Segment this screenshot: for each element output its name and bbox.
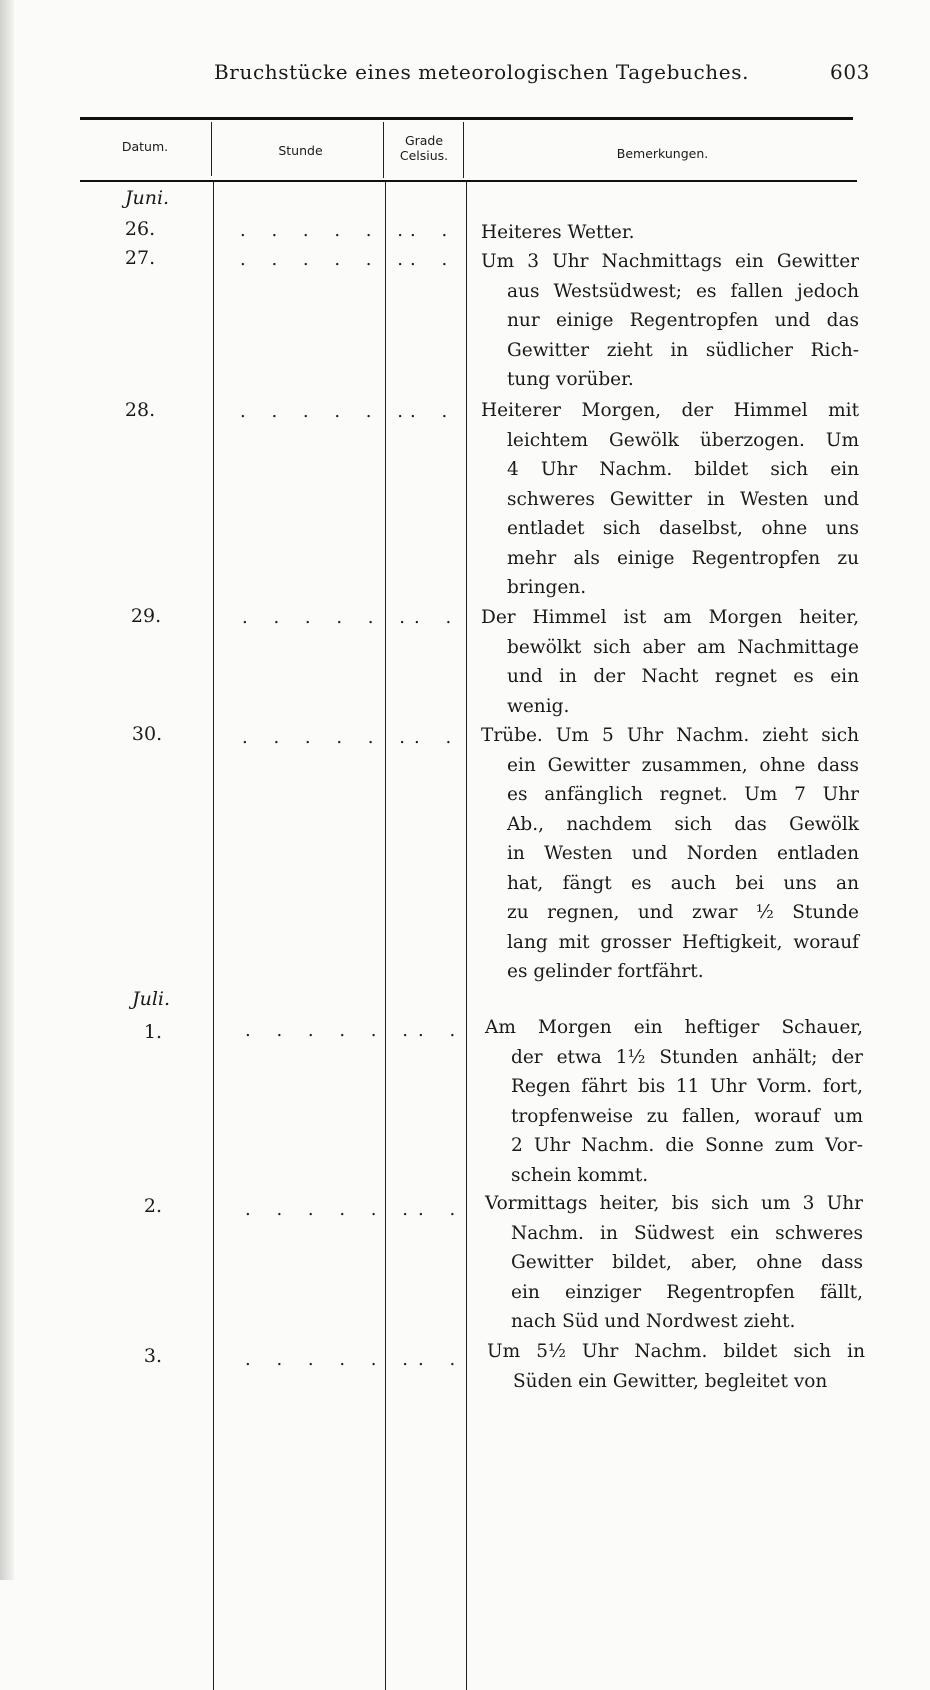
column-header-datum: Datum.	[121, 139, 169, 154]
column-header-grade	[384, 133, 464, 163]
remark-cell	[481, 721, 859, 987]
remark-line: mehr als einige Regentropfen zu	[507, 547, 859, 569]
grade-placeholder: . .	[418, 1020, 466, 1041]
remark-line: Heiteres Wetter.	[481, 222, 635, 243]
running-head	[80, 60, 870, 90]
column-separator-3	[466, 182, 467, 1690]
remark-line: ein einziger Regentropfen fällt,	[511, 1281, 863, 1303]
remark-line: entladet sich daselbst, ohne uns	[507, 518, 859, 539]
remark-line: bringen.	[507, 577, 587, 598]
table-top-rule	[80, 117, 853, 120]
remark-line: es gelinder fortfährt.	[507, 961, 704, 982]
remark-line: Gewitter zieht in südlicher Rich-	[507, 339, 859, 361]
remark-cell	[481, 396, 859, 603]
header-separator-2	[383, 122, 384, 178]
month-label: Juli.	[131, 988, 171, 1010]
hour-placeholder: . . . . . .	[240, 401, 413, 422]
remark-line: schweres Gewitter in Westen und	[507, 488, 859, 510]
table-header-rule	[80, 180, 857, 182]
remark-line: zu regnen, und zwar ½ Stunde	[507, 902, 859, 923]
hour-placeholder: . . . . . .	[242, 727, 415, 748]
page-gutter-shadow	[0, 0, 14, 1580]
remark-line: in Westen und Norden entladen	[507, 843, 859, 864]
remark-line: leichtem Gewölk überzogen. Um	[507, 429, 859, 451]
page-number: 603	[830, 60, 870, 84]
remark-line: Um 3 Uhr Nachmittags ein Gewitter	[481, 251, 859, 272]
hour-placeholder: . . . . . .	[242, 607, 415, 628]
column-header-stunde: Stunde	[278, 143, 323, 158]
month-label: Juni.	[124, 187, 170, 209]
remark-line: Süden ein Gewitter, begleitet von	[513, 1370, 828, 1392]
remark-line: Gewitter bildet, aber, ohne dass	[511, 1252, 863, 1273]
remark-line: tropfenweise zu fallen, worauf um	[511, 1105, 863, 1127]
remark-line: nur einige Regentropfen und das	[507, 310, 859, 331]
remark-line: Der Himmel ist am Morgen heiter,	[481, 607, 859, 628]
remark-line: Heiterer Morgen, der Himmel mit	[481, 400, 859, 421]
remark-line: Regen fährt bis 11 Uhr Vorm. fort,	[511, 1076, 863, 1097]
remark-line: ein Gewitter zusammen, ohne dass	[507, 754, 859, 776]
remark-cell	[485, 1189, 863, 1337]
row-date: 29.	[130, 605, 162, 627]
column-separator-1	[213, 182, 214, 1690]
remark-line: wenig.	[507, 695, 570, 717]
remark-cell	[481, 218, 859, 248]
remark-cell	[485, 1013, 863, 1190]
column-header-grade-line1: Grade	[404, 133, 444, 148]
row-date: 27.	[124, 247, 156, 269]
row-date: 28.	[124, 399, 156, 421]
remark-line: Nachm. in Südwest ein schweres	[511, 1222, 863, 1244]
remark-line: bewölkt sich aber am Nachmittage	[507, 636, 859, 658]
row-date: 30.	[131, 723, 163, 745]
remark-line: nach Süd und Nordwest zieht.	[511, 1311, 796, 1332]
remark-line: Vormittags heiter, bis sich um 3 Uhr	[485, 1193, 863, 1214]
remark-line: 2 Uhr Nachm. die Sonne zum Vor-	[511, 1135, 863, 1156]
remark-line: es anfänglich regnet. Um 7 Uhr	[507, 784, 859, 805]
remark-line: tung vorüber.	[507, 369, 634, 390]
row-date: 2.	[143, 1195, 163, 1217]
column-header-bemerkungen: Bemerkungen.	[616, 146, 709, 161]
remark-line: aus Westsüdwest; es fallen jedoch	[507, 280, 859, 302]
remark-cell	[487, 1337, 865, 1396]
grade-placeholder: . .	[418, 1349, 466, 1370]
hour-placeholder: . . . . . .	[245, 1199, 418, 1220]
grade-placeholder: . .	[414, 727, 462, 748]
remark-line: lang mit grosser Heftigkeit, worauf	[507, 931, 859, 953]
remark-line: schein kommt.	[511, 1164, 649, 1186]
hour-placeholder: . . . . . .	[245, 1349, 418, 1370]
remark-line: 4 Uhr Nachm. bildet sich ein	[507, 459, 859, 480]
grade-placeholder: . .	[410, 249, 458, 270]
row-date: 3.	[143, 1345, 163, 1367]
row-date: 1.	[143, 1021, 163, 1043]
remark-cell	[481, 247, 859, 395]
grade-placeholder: . .	[418, 1199, 466, 1220]
remark-cell	[481, 603, 859, 721]
remark-line: Ab., nachdem sich das Gewölk	[507, 813, 859, 835]
column-header-grade-line2: Celsius.	[399, 148, 449, 163]
hour-placeholder: . . . . . .	[240, 249, 413, 270]
hour-placeholder: . . . . . .	[245, 1020, 418, 1041]
remark-line: hat, fängt es auch bei uns an	[507, 872, 859, 894]
row-date: 26.	[124, 218, 156, 240]
running-title: Bruchstücke eines meteorologischen Tagebuches.	[214, 60, 750, 84]
remark-line: Am Morgen ein heftiger Schauer,	[485, 1017, 863, 1038]
hour-placeholder: . . . . . .	[240, 220, 413, 241]
remark-line: der etwa 1½ Stunden anhält; der	[511, 1046, 863, 1068]
header-separator-3	[463, 122, 464, 178]
remark-line: Um 5½ Uhr Nachm. bildet sich in	[487, 1341, 865, 1362]
header-separator-1	[211, 122, 212, 176]
remark-line: und in der Nacht regnet es ein	[507, 666, 859, 687]
remark-line: Trübe. Um 5 Uhr Nachm. zieht sich	[481, 725, 859, 746]
grade-placeholder: . .	[410, 220, 458, 241]
grade-placeholder: . .	[414, 607, 462, 628]
grade-placeholder: . .	[410, 401, 458, 422]
